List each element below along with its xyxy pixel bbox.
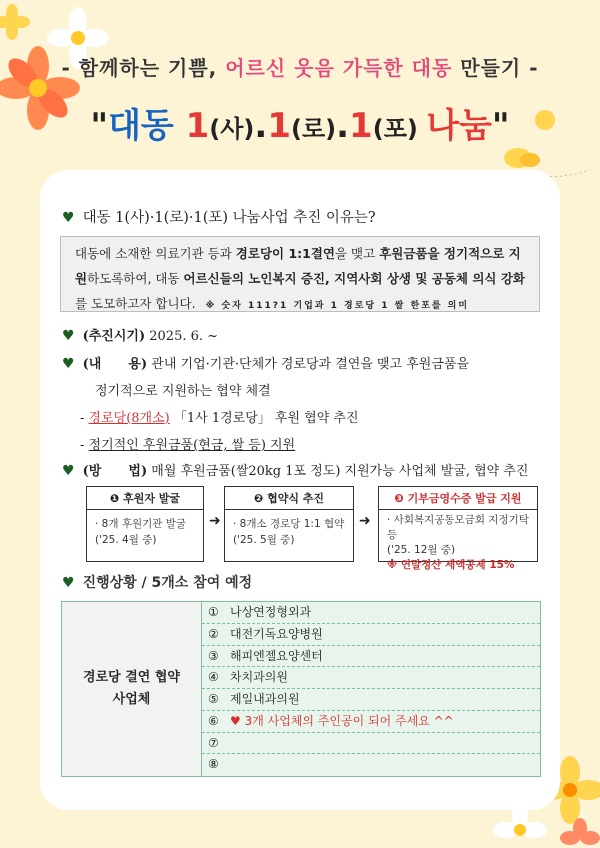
row-number: ④ [208, 670, 219, 685]
sub1-dash: - [80, 411, 89, 426]
red-heart-icon: ♥ [230, 713, 245, 728]
title-sa: (사) [209, 115, 255, 143]
reason-text-2: 을 맺고 [335, 246, 380, 261]
title-quote-open: " [90, 106, 109, 146]
list-item [202, 646, 540, 668]
reason-note: ※ 숫자 111?1 기업과 1 경로당 1 쌀 한포를 의미 [205, 301, 470, 311]
reason-bold-1: 경로당이 1:1결연 [235, 246, 335, 261]
heart-icon: ♥ [62, 328, 75, 344]
list-item [202, 667, 540, 689]
list-item [202, 602, 540, 624]
flow-step-1-line2: ('25. 4월 중) [95, 534, 157, 546]
row-text: 해피엔젤요양센터 [230, 648, 323, 663]
flow-step-2-line1: · 8개소 경로당 1:1 협약 [233, 518, 345, 530]
section-heading-progress [62, 572, 252, 592]
content-row [62, 353, 469, 372]
row-number: ⑥ [208, 713, 219, 728]
reason-bold-3: 어르신들의 노인복지 증진, 지역사회 상생 및 공동체 의식 강화 [183, 271, 525, 286]
row-number: ⑤ [208, 692, 219, 706]
flow-step-3-body [379, 510, 537, 579]
reason-text-3: 하도록하여, 대동 [87, 271, 184, 286]
content-line2: 정기적으로 지원하는 협약 체결 [95, 384, 271, 399]
subtitle-suffix: 만들기 - [452, 56, 539, 80]
row-highlight: 3개 사업체의 주인공이 되어 주세요 ^^ [244, 713, 454, 728]
section-heading-text: 대동 1(사)·1(로)·1(포) 나눔사업 추진 이유는? [82, 210, 376, 226]
method-row [62, 460, 528, 479]
subtitle-prefix: - 함께하는 기쁨, [61, 56, 226, 80]
flow-step-1-header: ❶ 후원자 발굴 [87, 487, 203, 510]
flow-step-1-line1: · 8개 후원기관 발굴 [95, 518, 187, 530]
reason-box [60, 236, 540, 312]
row-number: ③ [208, 648, 219, 663]
reason-text-4: 를 도모하고자 합니다. [75, 296, 196, 311]
flow-step-2-line2: ('25. 5월 중) [233, 534, 295, 546]
row-text: 나상연정형외과 [230, 605, 312, 619]
title-daedong: 대동 [108, 106, 186, 146]
content-label: (내 용) [82, 357, 148, 372]
row-number: ⑧ [208, 757, 219, 772]
list-item [202, 689, 540, 711]
flow-step-1 [86, 486, 204, 562]
sub-item-1 [80, 407, 359, 426]
partner-table [61, 601, 541, 777]
flow-step-3-header: ❸ 기부금영수증 발급 지원 [379, 487, 537, 510]
list-item [202, 711, 540, 733]
flow-step-3-line2: ('25. 12월 중) [387, 544, 456, 556]
content-line1: 관내 기업·기관·단체가 경로당과 결연을 맺고 후원금품을 [151, 357, 470, 372]
partner-list [202, 602, 540, 776]
page-subtitle [0, 52, 600, 81]
row-number: ① [208, 605, 219, 619]
subtitle-highlight: 어르신 웃음 가득한 대동 [225, 56, 453, 80]
method-label: (방 법) [82, 464, 148, 479]
progress-heading-text: 진행상황 / 5개소 참여 예정 [82, 575, 253, 591]
flow-step-3 [378, 486, 538, 571]
sub-item-2 [80, 434, 295, 453]
flow-step-2-body [225, 510, 353, 554]
reason-text-1: 대동에 소재한 의료기관 등과 [75, 246, 236, 261]
row-number: ② [208, 626, 219, 641]
title-number-1a: 1 [185, 106, 210, 146]
page-title [0, 98, 600, 147]
sub1-highlight: 경로당(8개소) [88, 411, 170, 426]
method-value: 매월 후원금품(쌀20kg 1포 정도) 지원가능 사업체 발굴, 협약 추진 [151, 464, 529, 479]
list-item [202, 624, 540, 646]
sub2-dash: - [80, 438, 89, 453]
title-dot2: . [336, 106, 350, 146]
heart-icon: ♥ [62, 210, 75, 226]
list-item [202, 733, 540, 755]
title-ro: (로) [291, 115, 337, 143]
flow-step-1-body [87, 510, 203, 554]
flow-step-2 [224, 486, 354, 562]
partner-label-line1: 경로당 결연 협약 [83, 670, 180, 685]
heart-icon: ♥ [62, 463, 75, 479]
flow-step-2-header: ❷ 협약식 추진 [225, 487, 353, 510]
title-po: (포) [372, 115, 427, 143]
heart-icon: ♥ [62, 356, 75, 372]
list-item [202, 754, 540, 776]
row-text: 대전기독요양병원 [230, 626, 323, 641]
period-row [62, 325, 218, 344]
period-label: (추진시기) [82, 329, 146, 344]
section-heading-reason [62, 206, 376, 227]
flow-step-3-line3: ※ 연말정산 세액공제 15% [387, 559, 515, 571]
partner-table-label [62, 602, 202, 776]
title-nanum: 나눔 [426, 106, 492, 146]
title-number-1b: 1 [267, 106, 291, 146]
sub1-rest: 「1사 1경로당」 후원 협약 추진 [169, 411, 359, 426]
row-number: ⑦ [208, 735, 219, 750]
title-number-1c: 1 [349, 106, 373, 146]
sub2-text: 정기적인 후원금품(현금, 쌀 등) 지원 [88, 438, 296, 453]
reason-bold-2: 후원금품을 정기적으로 지원 [75, 246, 521, 286]
arrow-right-icon: ➜ [209, 513, 221, 529]
heart-icon: ♥ [62, 575, 75, 591]
title-dot1: . [254, 106, 268, 146]
period-value: 2025. 6. ~ [149, 329, 219, 344]
row-text: 차치과의원 [230, 670, 288, 685]
flow-step-3-line1: · 사회복지공동모금회 지정기탁 등 [387, 514, 529, 541]
arrow-right-icon: ➜ [359, 513, 371, 529]
title-quote-close: " [491, 106, 510, 146]
row-text: 제일내과의원 [230, 692, 300, 706]
partner-label-line2: 사업체 [112, 692, 151, 707]
